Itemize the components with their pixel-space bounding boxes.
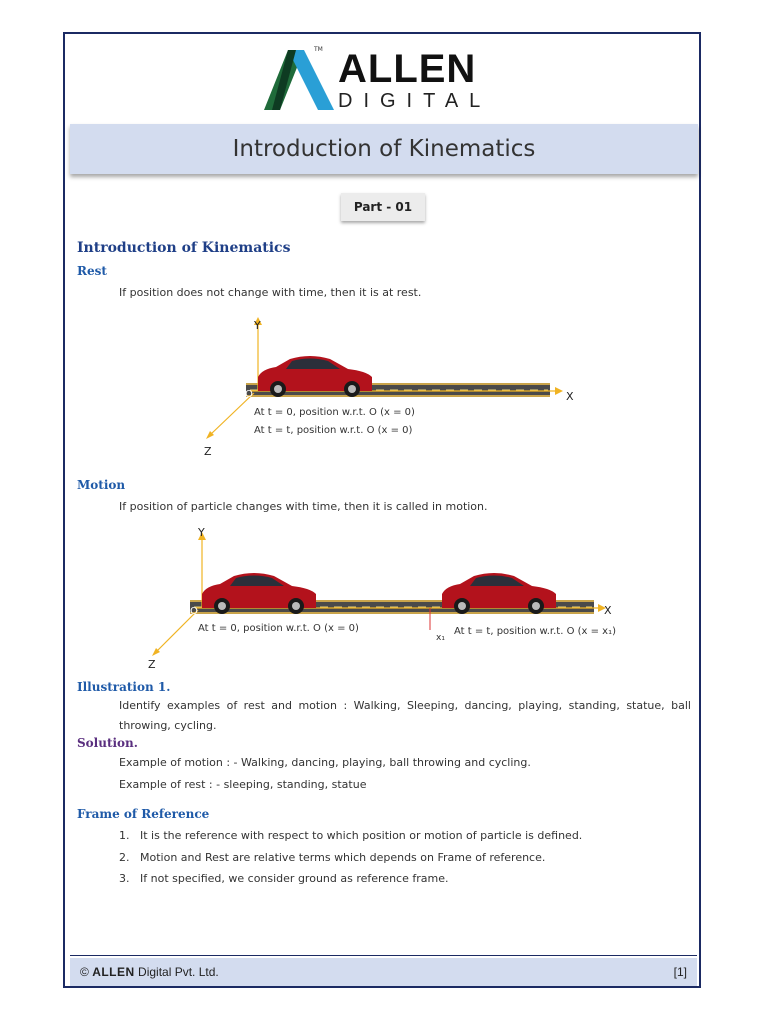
list-item: 3. If not specified, we consider ground as reference frame. xyxy=(119,872,449,885)
logo-trademark: TM xyxy=(314,46,323,53)
rest-heading: Rest xyxy=(77,264,107,278)
motion-x-label: X xyxy=(604,604,612,617)
car xyxy=(258,356,372,397)
page-title: Introduction of Kinematics xyxy=(232,136,536,162)
list-item: 1. It is the reference with respect to which position or motion of particle is defined. xyxy=(119,829,583,842)
logo-word-allen: ALLEN xyxy=(338,47,477,91)
logo-word-digital: DIGITAL xyxy=(338,90,492,112)
frame-heading: Frame of Reference xyxy=(77,807,210,821)
footer-copyright: © ALLEN Digital Pvt. Ltd. xyxy=(80,965,219,979)
motion-x1-label: x₁ xyxy=(436,633,445,643)
allen-logo-mark-icon xyxy=(262,46,338,112)
solution-rest-text: Example of rest : - sleeping, standing, statue xyxy=(119,778,367,791)
rest-figure xyxy=(0,305,768,485)
rest-text: If position does not change with time, then it is at rest. xyxy=(119,286,422,299)
page-footer xyxy=(70,958,697,986)
motion-text: If position of particle changes with time, then it is called in motion. xyxy=(119,500,488,513)
footer-divider xyxy=(70,955,697,956)
page-number: [1] xyxy=(673,965,687,979)
motion-caption-line2: At t = t, position w.r.t. O (x = x₁) xyxy=(454,626,617,637)
rest-caption-line2: At t = t, position w.r.t. O (x = 0) xyxy=(254,425,413,436)
list-item: 2. Motion and Rest are relative terms which depends on Frame of reference. xyxy=(119,851,546,864)
part-badge: Part - 01 xyxy=(341,193,425,221)
car-start xyxy=(202,573,316,614)
illustration-heading: Illustration 1. xyxy=(77,680,171,694)
rest-x-label: X xyxy=(566,390,574,403)
car-end xyxy=(442,573,556,614)
footer-company: Digital Pvt. Ltd. xyxy=(138,965,219,979)
rest-origin-label: O xyxy=(245,389,253,400)
motion-caption-line1: At t = 0, position w.r.t. O (x = 0) xyxy=(198,623,359,634)
motion-heading: Motion xyxy=(77,478,126,492)
motion-z-label: Z xyxy=(148,658,156,671)
allen-digital-logo xyxy=(262,46,512,112)
motion-figure xyxy=(0,518,768,678)
motion-origin-label: O xyxy=(190,606,198,617)
section-heading: Introduction of Kinematics xyxy=(77,240,291,256)
illustration-text: Identify examples of rest and motion : Walking, Sleeping, dancing, playing, standing, statue, ball throwing, cycling. xyxy=(119,699,691,732)
solution-motion-text: Example of motion : - Walking, dancing, playing, ball throwing and cycling. xyxy=(119,756,531,769)
footer-brand: ALLEN xyxy=(92,965,135,979)
title-banner xyxy=(70,124,698,174)
solution-heading: Solution. xyxy=(77,736,138,750)
rest-z-label: Z xyxy=(204,445,212,458)
motion-y-label: Y xyxy=(198,526,205,539)
rest-y-label: Y xyxy=(254,319,261,332)
rest-caption-line1: At t = 0, position w.r.t. O (x = 0) xyxy=(254,407,415,418)
